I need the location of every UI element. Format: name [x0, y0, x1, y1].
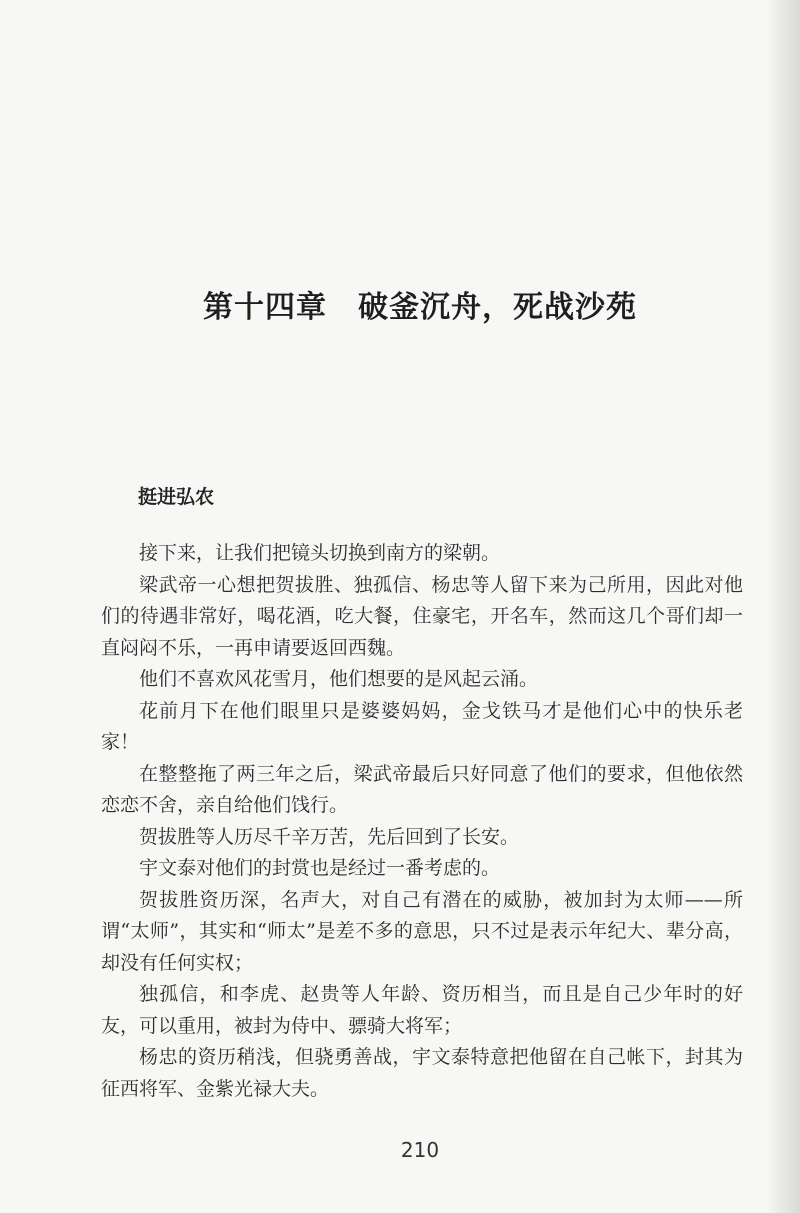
page-number: 210	[400, 1138, 440, 1162]
paragraph: 贺拔胜资历深，名声大，对自己有潜在的威胁，被加封为太师——所谓“太师”，其实和“师太”是差不多的意思，只不过是表示年纪大、辈分高，却没有任何实权；	[101, 888, 743, 974]
paragraph: 贺拔胜等人历尽千辛万苦，先后回到了长安。	[139, 825, 520, 848]
paragraph: 花前月下在他们眼里只是婆婆妈妈，金戈铁马才是他们心中的快乐老家！	[101, 699, 743, 753]
paragraph: 在整整拖了两三年之后，梁武帝最后只好同意了他们的要求，但他依然恋恋不舍，亲自给他们饯行。	[101, 762, 743, 816]
paragraph: 杨忠的资历稍浅，但骁勇善战，宇文泰特意把他留在自己帐下，封其为征西将军、金紫光禄大夫。	[101, 1046, 743, 1100]
chapter-title: 第十四章 破釜沉舟，死战沙苑	[203, 290, 637, 325]
body-text	[101, 538, 743, 1105]
paragraph: 梁武帝一心想把贺拔胜、独孤信、杨忠等人留下来为己所用，因此对他们的待遇非常好，喝花酒，吃大餐，住豪宅，开名车，然而这几个哥们却一直闷闷不乐，一再申请要返回西魏。	[101, 573, 743, 659]
paragraph: 接下来，让我们把镜头切换到南方的梁朝。	[139, 542, 501, 564]
paragraph: 独孤信，和李虎、赵贵等人年龄、资历相当，而且是自己少年时的好友，可以重用，被封为侍中、骠骑大将军；	[101, 983, 743, 1037]
page-edge-shadow	[766, 0, 800, 1213]
paragraph: 他们不喜欢风花雪月，他们想要的是风起云涌。	[139, 668, 539, 690]
section-heading: 挺进弘农	[138, 486, 215, 508]
paragraph: 宇文泰对他们的封赏也是经过一番考虑的。	[139, 857, 501, 879]
